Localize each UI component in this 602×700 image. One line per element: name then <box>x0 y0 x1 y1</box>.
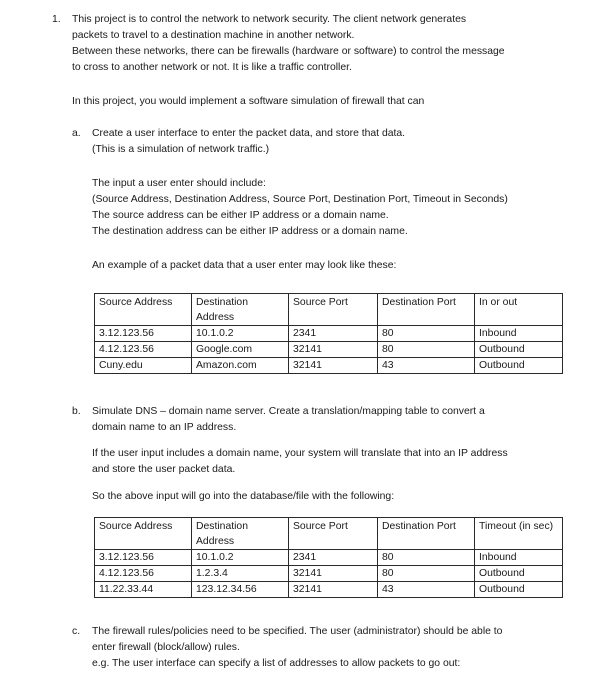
item-number: 1. <box>52 14 61 25</box>
intro-line-2: packets to travel to a destination machine in another network. <box>72 30 355 41</box>
cell: 3.12.123.56 <box>95 326 192 342</box>
intro-line-1: This project is to control the network to network security. The client network generates <box>72 14 467 25</box>
table-header-row <box>95 518 563 550</box>
table-row <box>95 550 563 566</box>
header-destination-address: Destination Address <box>192 518 289 550</box>
part-a-line-1: Create a user interface to enter the packet data, and store that data. <box>92 128 406 139</box>
cell: Inbound <box>475 326 563 342</box>
cell: 43 <box>378 582 475 598</box>
cell: 80 <box>378 550 475 566</box>
cell: Outbound <box>475 358 563 374</box>
header-in-or-out: In or out <box>475 294 563 326</box>
cell: 123.12.34.56 <box>192 582 289 598</box>
part-c-line-3: e.g. The user interface can specify a list of addresses to allow packets to go out: <box>92 658 461 669</box>
cell: Outbound <box>475 342 563 358</box>
input-line-1: The input a user enter should include: <box>92 178 266 189</box>
part-c-line-1: The firewall rules/policies need to be specified. The user (administrator) should be able to <box>92 626 503 637</box>
input-line-2: (Source Address, Destination Address, Source Port, Destination Port, Timeout in Seconds) <box>92 194 508 205</box>
cell: 10.1.0.2 <box>192 326 289 342</box>
detail-line-2: and store the user packet data. <box>92 464 236 475</box>
intro-line-4: to cross to another network or not. It is like a traffic controller. <box>72 62 352 73</box>
cell: 1.2.3.4 <box>192 566 289 582</box>
header-timeout: Timeout (in sec) <box>475 518 563 550</box>
cell: Inbound <box>475 550 563 566</box>
part-c-letter: c. <box>72 626 81 637</box>
header-source-address: Source Address <box>95 518 192 550</box>
header-destination-port: Destination Port <box>378 294 475 326</box>
cell: 32141 <box>289 566 378 582</box>
packet-database-table <box>94 517 563 598</box>
header-source-port: Source Port <box>289 518 378 550</box>
cell: 80 <box>378 326 475 342</box>
cell: 2341 <box>289 550 378 566</box>
cell: 43 <box>378 358 475 374</box>
part-a-letter: a. <box>72 128 81 139</box>
part-b-letter: b. <box>72 406 81 417</box>
part-b-line-1: Simulate DNS – domain name server. Create a translation/mapping table to convert a <box>92 406 485 417</box>
header-source-address: Source Address <box>95 294 192 326</box>
header-source-port: Source Port <box>289 294 378 326</box>
cell: 32141 <box>289 358 378 374</box>
example-line: An example of a packet data that a user enter may look like these: <box>92 260 397 271</box>
table-row <box>95 358 563 374</box>
cell: Outbound <box>475 582 563 598</box>
table-row <box>95 342 563 358</box>
cell: 3.12.123.56 <box>95 550 192 566</box>
part-a-line-2: (This is a simulation of network traffic.) <box>92 144 270 155</box>
cell: 32141 <box>289 582 378 598</box>
input-line-3: The source address can be either IP address or a domain name. <box>92 210 389 221</box>
intro-line-3: Between these networks, there can be firewalls (hardware or software) to control the message <box>72 46 505 57</box>
header-destination-port: Destination Port <box>378 518 475 550</box>
project-line: In this project, you would implement a software simulation of firewall that can <box>72 96 425 107</box>
part-c-line-2: enter firewall (block/allow) rules. <box>92 642 240 653</box>
packet-input-table <box>94 293 563 374</box>
input-line-4: The destination address can be either IP address or a domain name. <box>92 226 408 237</box>
part-b-line-2: domain name to an IP address. <box>92 422 237 433</box>
cell: 32141 <box>289 342 378 358</box>
cell: 4.12.123.56 <box>95 566 192 582</box>
detail-line-1: If the user input includes a domain name, your system will translate that into an IP address <box>92 448 508 459</box>
cell: 10.1.0.2 <box>192 550 289 566</box>
cell: 80 <box>378 566 475 582</box>
table-row <box>95 582 563 598</box>
cell: 4.12.123.56 <box>95 342 192 358</box>
cell: 11.22.33.44 <box>95 582 192 598</box>
cell: 80 <box>378 342 475 358</box>
table-header-row <box>95 294 563 326</box>
table-row <box>95 566 563 582</box>
cell: Google.com <box>192 342 289 358</box>
cell: Outbound <box>475 566 563 582</box>
cell: Cuny.edu <box>95 358 192 374</box>
cell: Amazon.com <box>192 358 289 374</box>
cell: 2341 <box>289 326 378 342</box>
table-row <box>95 326 563 342</box>
db-line: So the above input will go into the database/file with the following: <box>92 491 395 502</box>
header-destination-address: Destination Address <box>192 294 289 326</box>
